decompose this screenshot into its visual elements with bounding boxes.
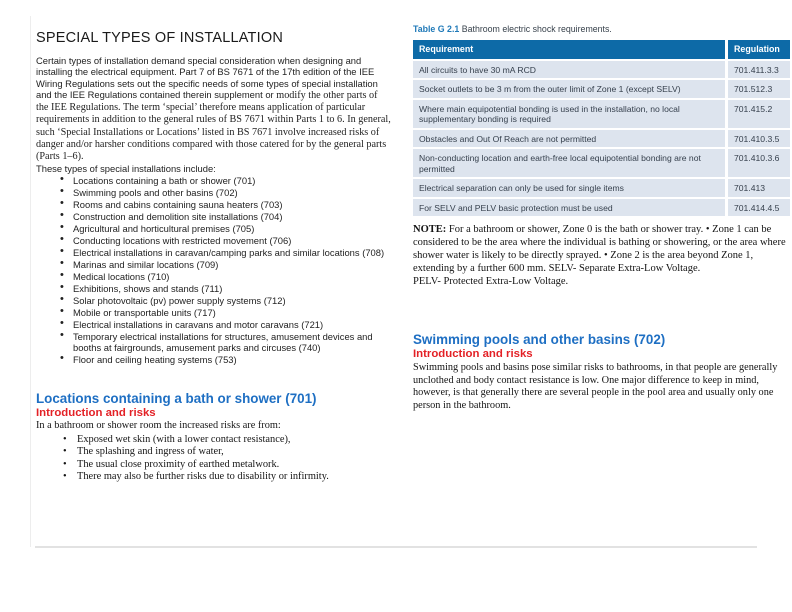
note-pelv-line: PELV- Protected Extra-Low Voltage. [413, 276, 569, 287]
regulation-cell: 701.414.4.5 [728, 199, 790, 217]
installation-list-item: • Electrical installations in caravans and motor caravans (721) [73, 319, 392, 330]
bath-shower-heading: Locations containing a bath or shower (701) [36, 391, 317, 407]
table-row [413, 100, 790, 128]
intro-serif-text: modify the other parts of the IEE Regulations. The term ‘special’ therefore means application of particular requirements in addition to the general rules of BS 7671 within Parts 1 to 6. In general, such ‘Special Installations or Locations’ listed in BS 7671 involve increased risks of danger and/or harsher conditions compared with those catered for by the general parts (Parts 1–6). [36, 89, 391, 163]
regulation-cell: 701.415.2 [728, 100, 790, 128]
installation-list-item: • Locations containing a bath or shower (701) [73, 175, 392, 186]
requirement-cell: Socket outlets to be 3 m from the outer limit of Zone 1 (except SELV) [413, 80, 725, 98]
shock-requirements-table [413, 40, 790, 216]
installation-list-item: • Agricultural and horticultural premises (705) [73, 223, 392, 234]
requirement-cell: Electrical separation can only be used for single items [413, 179, 725, 197]
column-header-requirement: Requirement [413, 40, 725, 59]
installations-list [36, 175, 392, 365]
regulation-cell: 701.413 [728, 179, 790, 197]
column-header-regulation: Regulation [728, 40, 790, 59]
installation-list-item: • Electrical installations in caravan/camping parks and similar locations (708) [73, 247, 392, 258]
regulation-cell: 701.410.3.5 [728, 130, 790, 148]
bath-risks-list [36, 434, 392, 484]
installation-list-item: • Rooms and cabins containing sauna heaters (703) [73, 199, 392, 210]
requirement-cell: All circuits to have 30 mA RCD [413, 61, 725, 79]
table-caption [413, 24, 790, 34]
requirement-cell: Obstacles and Out Of Reach are not permitted [413, 130, 725, 148]
installations-list-lead: These types of special installations include: [36, 162, 216, 174]
note-paragraph [413, 223, 790, 275]
note-text: For a bathroom or shower, Zone 0 is the bath or shower tray. • Zone 1 can be considered to be the area where the individual is bathing or showering, or the area where shower water is likely to be directly sprayed. • Zone 2 is the area beyond Zone 1, extending by a further 600 mm. SELV- Separate Extra-Low Voltage. [413, 224, 786, 274]
table-body [413, 61, 790, 217]
regulation-cell: 701.411.3.3 [728, 61, 790, 79]
right-column [413, 24, 790, 412]
installation-list-item: • Floor and ceiling heating systems (753) [73, 354, 392, 365]
intro-paragraph [36, 55, 392, 163]
table-row [413, 149, 790, 177]
table-row [413, 179, 790, 197]
table-row [413, 61, 790, 79]
installation-list-item: • Exhibitions, shows and stands (711) [73, 283, 392, 294]
swimming-pools-heading: Swimming pools and other basins (702) [413, 332, 666, 347]
table-caption-label: Table G 2.1 [413, 24, 460, 34]
installation-list-item: • Swimming pools and other basins (702) [73, 187, 392, 198]
bottom-divider-line [35, 546, 757, 548]
installation-list-item: • Conducting locations with restricted movement (706) [73, 235, 392, 246]
regulation-cell: 701.512.3 [728, 80, 790, 98]
risk-list-item: • Exposed wet skin (with a lower contact resistance), [77, 434, 392, 447]
intro-sans-text: Certain types of installation demand special consideration when designing and installing the electrical equipment. Part 7 of BS 7671 of the 17th edition of the IEE Wiring Regulations sets out the specific needs of some types of special installation and the IEE Regulations contained therein supplement or [36, 55, 378, 100]
risk-list-item: • There may also be further risks due to disability or infirmity. [77, 471, 392, 484]
table-row [413, 130, 790, 148]
table-header-row [413, 40, 790, 59]
bath-intro-risks-subheading: Introduction and risks [36, 407, 156, 420]
pool-intro-risks-subheading: Introduction and risks [413, 348, 533, 360]
requirement-cell: Non-conducting location and earth-free local equipotential bonding are not permitted [413, 149, 725, 177]
regulation-cell: 701.410.3.6 [728, 149, 790, 177]
installation-list-item: • Construction and demolition site installations (704) [73, 211, 392, 222]
table-row [413, 199, 790, 217]
note-label: NOTE: [413, 224, 447, 235]
installation-list-item: • Solar photovoltaic (pv) power supply systems (712) [73, 295, 392, 306]
installation-list-item: • Medical locations (710) [73, 271, 392, 282]
left-column [36, 30, 392, 484]
bath-risks-lead: In a bathroom or shower room the increased risks are from: [36, 420, 281, 432]
swimming-pools-body: Swimming pools and basins pose similar risks to bathrooms, in that people are generally unclothed and body contact resistance is low. One major difference to keep in mind, however, is that generally there are several people in the pool area and usually only one person in the bathroom. [413, 362, 778, 411]
risk-list-item: • The usual close proximity of earthed metalwork. [77, 459, 392, 472]
risk-list-item: • The splashing and ingress of water, [77, 446, 392, 459]
requirement-cell: For SELV and PELV basic protection must be used [413, 199, 725, 217]
table-caption-text: Bathroom electric shock requirements. [459, 24, 612, 34]
installation-list-item: • Temporary electrical installations for structures, amusement devices and booths at fairgrounds, amusement parks and circuses (740) [73, 331, 392, 353]
installation-list-item: • Marinas and similar locations (709) [73, 259, 392, 270]
page-edge-line [30, 16, 31, 547]
table-row [413, 80, 790, 98]
requirement-cell: Where main equipotential bonding is used in the installation, no local supplementary bonding is required [413, 100, 725, 128]
installation-list-item: • Mobile or transportable units (717) [73, 307, 392, 318]
bath-shower-section [36, 391, 392, 484]
page-title: SPECIAL TYPES OF INSTALLATION [36, 30, 283, 46]
swimming-pools-section [413, 332, 790, 412]
